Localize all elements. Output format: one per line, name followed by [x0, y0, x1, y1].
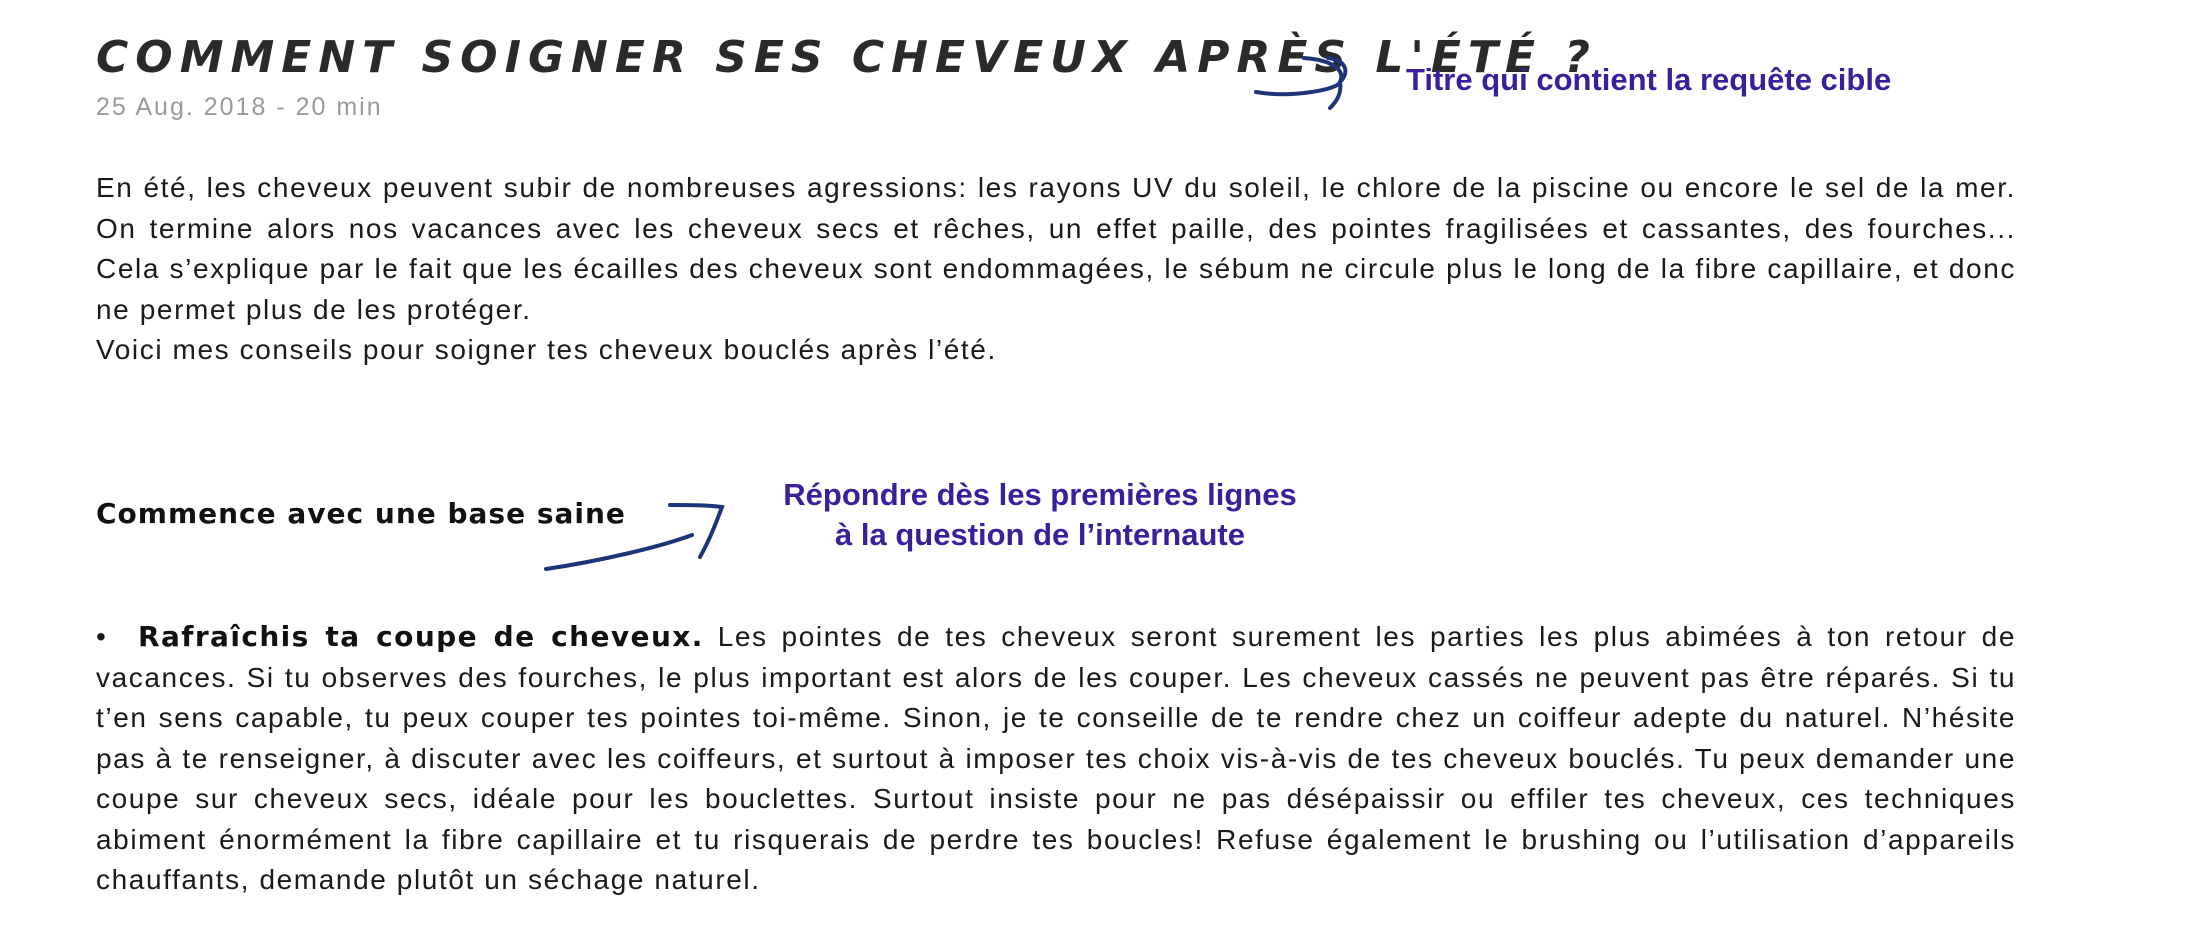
intro-section	[96, 168, 2016, 371]
article-title: COMMENT SOIGNER SES CHEVEUX APRÈS L'ÉTÉ ?	[96, 32, 1597, 83]
annotation-answer-note	[740, 475, 1340, 555]
intro-paragraph: En été, les cheveux peuvent subir de nombreuses agressions: les rayons UV du soleil, le chlore de la piscine ou encore le sel de la mer. On termine alors nos vacances avec les cheveux secs et rêches, un effet paille, des pointes fragilisées et cassantes, des fourches... Cela s’explique par le fait que les écailles des cheveux sont endommagées, le sébum ne circule plus le long de la fibre capillaire, et donc ne permet plus de les protéger.	[96, 172, 2016, 325]
annotation-answer-line2: à la question de l’internaute	[835, 517, 1245, 552]
bullet-text: Les pointes de tes cheveux seront surement les parties les plus abimées à ton retour de vacances. Si tu observes des fourches, le plus important est alors de les couper. Les cheveux cassés ne peuvent pas être réparés. Si tu t’en sens capable, tu peux couper tes pointes toi-même. Sinon, je te conseille de te rendre chez un coiffeur adepte du naturel. N’hésite pas à te renseigner, à discuter avec les coiffeurs, et surtout à imposer tes choix vis-à-vis de tes cheveux bouclés. Tu peux demander une coupe sur cheveux secs, idéale pour les bouclettes. Surtout insiste pour ne pas désépaissir ou effiler tes cheveux, ces techniques abiment énormément la fibre capillaire et tu risquerais de perdre tes boucles! Refuse également le brushing ou l’utilisation d’appareils chauffants, demande plutôt un séchage naturel.	[96, 621, 2016, 895]
intro-followup: Voici mes conseils pour soigner tes cheveux bouclés après l’été.	[96, 334, 997, 365]
section-heading: Commence avec une base saine	[96, 497, 626, 530]
bullet-marker: •	[96, 621, 108, 652]
article-meta: 25 Aug. 2018 - 20 min	[96, 93, 383, 121]
curved-arrow-icon-title	[1250, 50, 1370, 110]
annotation-title-note: Titre qui contient la requête cible	[1406, 62, 1892, 97]
curved-arrow-icon-answer	[540, 495, 740, 575]
bullet-lead: Rafraîchis ta coupe de cheveux.	[138, 620, 704, 653]
annotation-answer-line1: Répondre dès les premières lignes	[783, 477, 1297, 512]
list-item	[96, 617, 2016, 901]
